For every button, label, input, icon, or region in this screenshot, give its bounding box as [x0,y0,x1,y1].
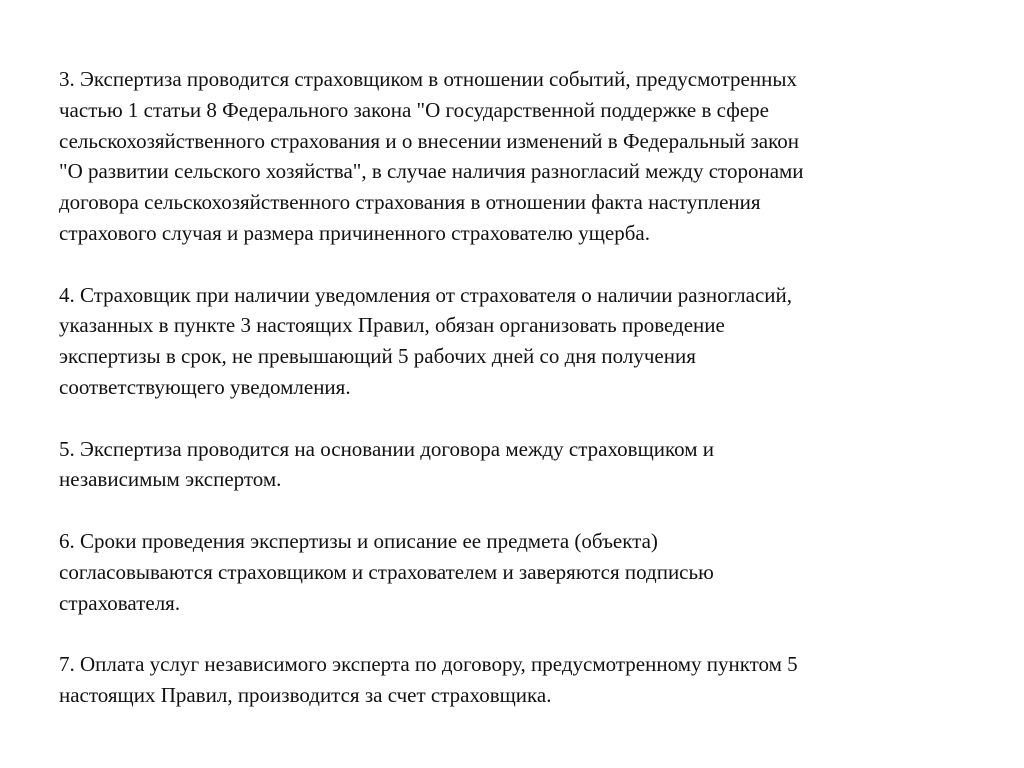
text-line: "О развитии сельского хозяйства", в случае наличия разногласий между сторонами [59,159,804,184]
text-line: 3. Экспертиза проводится страховщиком в отношении событий, предусмотренных [59,67,797,91]
text-line: страхователя. [59,590,181,615]
text-line: 5. Экспертиза проводится на основании договора между страховщиком и [59,436,715,461]
text-line: страхового случая и размера причиненного страхователю ущерба. [59,220,650,245]
text-line: 6. Сроки проведения экспертизы и описание ее предмета (объекта) [59,528,658,553]
paragraph-6 [59,526,979,618]
text-line: настоящих Правил, производится за счет страховщика. [59,682,552,707]
text-line: сельскохозяйственного страхования и о внесении изменений в Федеральный закон [59,128,799,153]
paragraph-5 [59,434,979,496]
paragraph-7 [59,649,979,711]
text-line: соответствующего уведомления. [59,374,351,399]
paragraph-3 [59,64,979,249]
text-line: частью 1 статьи 8 Федерального закона "О государственной поддержке в сфере [59,97,769,122]
text-line: независимым экспертом. [59,467,282,492]
text-line: 7. Оплата услуг независимого эксперта по договору, предусмотренному пунктом 5 [59,652,798,677]
text-line: договора сельскохозяйственного страхования в отношении факта наступления [59,190,761,215]
text-line: согласовываются страховщиком и страхователем и заверяются подписью [59,559,714,584]
document-body [59,64,979,742]
paragraph-4 [59,280,979,403]
text-line: указанных в пункте 3 настоящих Правил, обязан организовать проведение [59,313,725,338]
text-line: экспертизы в срок, не превышающий 5 рабочих дней со дня получения [59,344,696,369]
text-line: 4. Страховщик при наличии уведомления от страхователя о наличии разногласий, [59,282,793,307]
